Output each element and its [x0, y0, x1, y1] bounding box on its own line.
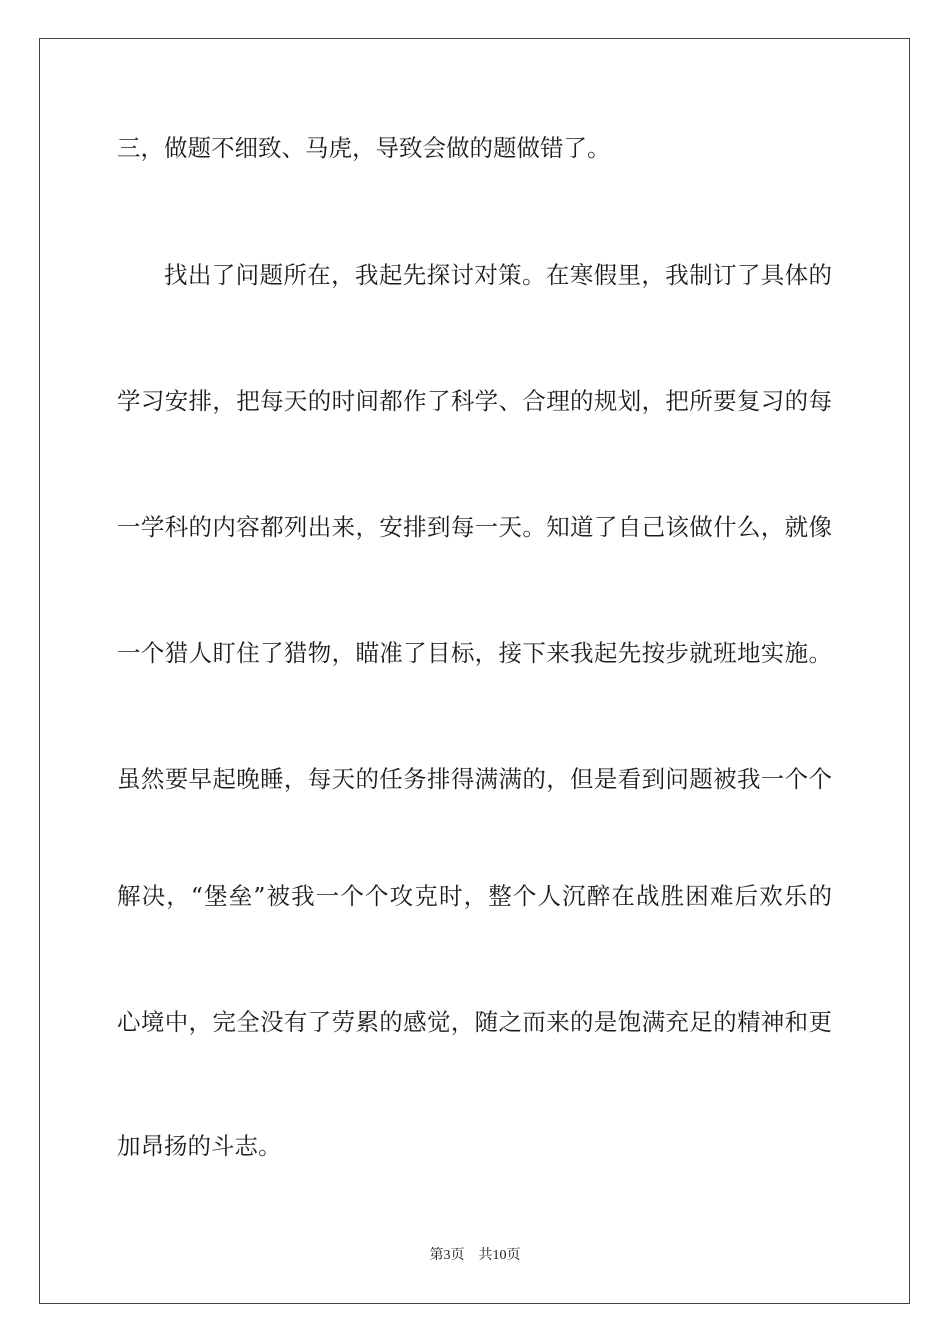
text-line-5: 一个猎人盯住了猎物，瞄准了目标，接下来我起先按步就班地实施。 — [117, 639, 832, 667]
text-line-7: 解决，“堡垒”被我一个个攻克时，整个人沉醉在战胜困难后欢乐的 — [117, 882, 832, 910]
page-number: 第3页 — [429, 1248, 465, 1263]
text-line-8: 心境中，完全没有了劳累的感觉，随之而来的是饱满充足的精神和更 — [117, 1008, 832, 1036]
text-line-9: 加昂扬的斗志。 — [117, 1132, 282, 1160]
page-border — [39, 38, 910, 1304]
text-line-4: 一学科的内容都列出来，安排到每一天。知道了自己该做什么，就像 — [117, 513, 832, 541]
text-line-2: 找出了问题所在，我起先探讨对策。在寒假里，我制订了具体的 — [164, 261, 832, 289]
page-total: 共10页 — [478, 1248, 521, 1263]
page-footer — [0, 1246, 950, 1266]
text-line-1: 三，做题不细致、马虎，导致会做的题做错了。 — [117, 134, 611, 162]
text-line-6: 虽然要早起晚睡，每天的任务排得满满的，但是看到问题被我一个个 — [117, 765, 832, 793]
text-line-3: 学习安排，把每天的时间都作了科学、合理的规划，把所要复习的每 — [117, 387, 832, 415]
